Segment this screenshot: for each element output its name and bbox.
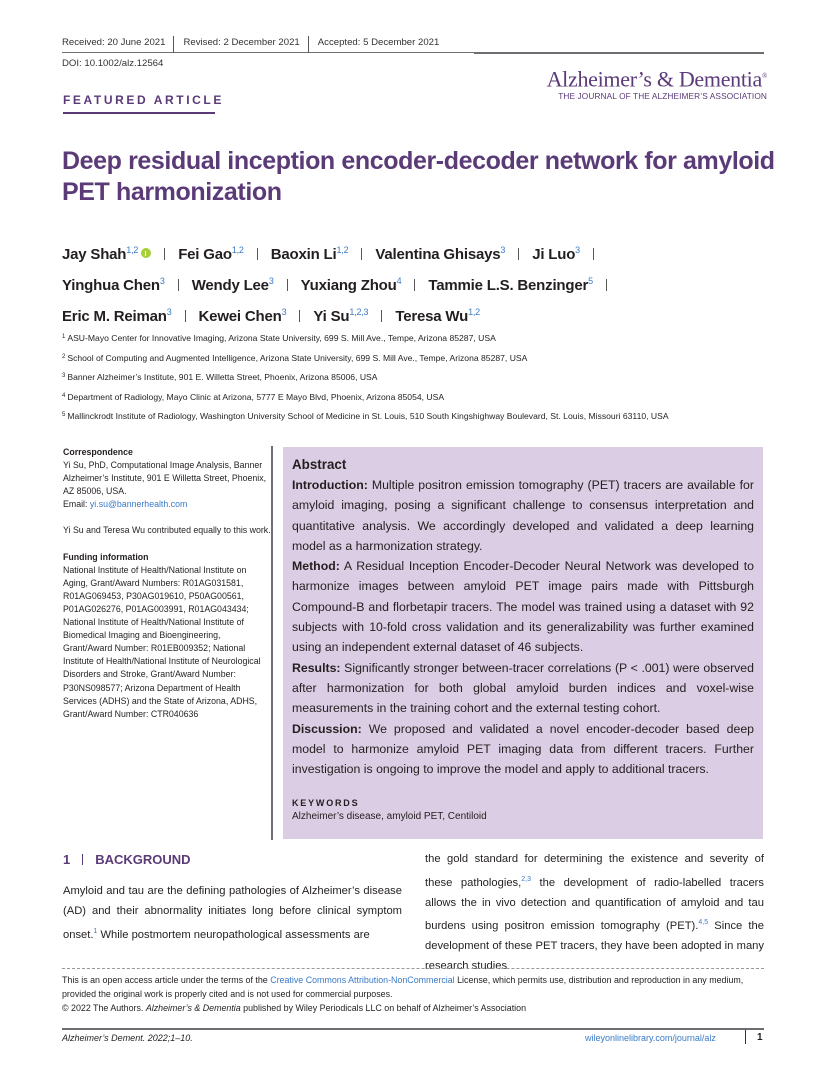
divider [287, 279, 288, 291]
author[interactable]: Yi Su$^{1,2,3}$ [313, 307, 369, 325]
abstract-box [283, 447, 763, 839]
funding-text: National Institute of Health/National Institute on Aging, Grant/Award Numbers: R01AG031581, R01AG069453, P30AG019610, P50AG00561, P01AG026276, P01AG003991, R01AG043434; National Institute of Health/National Institute of Biomedical Imaging and Bioengineering, Grant/Award Number: R01EB009352; National Institute of Health/National Institute of Neurological Disorders and Stroke, Grant/Award Number: P30NS098577; Arizona Department of Health Services (ADHS) and the State of Arizona, ADHS, Grant/Award Number: CTR040636 [63, 564, 261, 719]
dashed-divider [62, 968, 764, 969]
affiliation: $^2$ School of Computing and Augmented Intelligence, Arizona State University, 699 S. Mill Ave., Tempe, Arizona 85287, USA [62, 352, 528, 363]
author[interactable]: Eric M. Reiman$^3$ [62, 307, 172, 325]
section-title: BACKGROUND [95, 852, 191, 867]
article-title: Deep residual inception encoder-decoder network for amyloid PET harmonization [62, 147, 775, 206]
citation-link[interactable]: 1 [93, 927, 98, 935]
journal-url-link[interactable]: wileyonlinelibrary.com/journal/alz [585, 1033, 716, 1043]
author[interactable]: Fei Gao$^{1,2}$ [178, 245, 244, 263]
funding-heading: Funding information [63, 551, 149, 562]
abstract-results: Results: Significantly stronger between-tracer correlations (P < .001) were observed after harmonization for both global amyloid burden indices and voxel-wise measurements in the training cohort and the external testing cohort. [292, 660, 754, 716]
section-heading [63, 852, 191, 867]
affiliations [62, 331, 782, 429]
affiliation: $^5$ Mallinckrodt Institute of Radiology, Washington University School of Medicine in St. Louis, 510 South Kingshighway Boulevard, St. Louis, Missouri 63110, USA [62, 411, 669, 421]
divider [185, 310, 186, 322]
keywords: Alzheimer’s disease, amyloid PET, Centiloid [292, 811, 487, 823]
correspondence [63, 446, 271, 511]
author[interactable]: Yinghua Chen$^3$ [62, 276, 165, 294]
page-number: 1 [757, 1032, 763, 1043]
author[interactable]: Ji Luo$^3$ [532, 245, 580, 263]
keywords-heading: KEYWORDS [292, 798, 360, 809]
divider [381, 310, 382, 322]
correspondence-text: Yi Su, PhD, Computational Image Analysis, Banner Alzheimer’s Institute, 901 E Willetta Street, Phoenix, AZ 85006, USA. [63, 460, 267, 497]
registered-mark: ® [761, 72, 767, 80]
divider [745, 1030, 746, 1044]
body-text-col1: Amyloid and tau are the defining pathologies of Alzheimer’s disease (AD) and their abnormality initiates long before clinical symptom onset.$^1$ While postmortem neuropathological assessments are [63, 885, 402, 941]
divider [82, 854, 83, 865]
funding [63, 551, 271, 721]
sidebar-info [63, 446, 271, 734]
author-list [62, 237, 782, 330]
footer-citation: Alzheimer’s Dement. 2022;1–10. [62, 1033, 193, 1043]
journal-logo [547, 64, 767, 101]
body-text-col2: the gold standard for determining the existence and severity of these pathologies,$^{2,3}$ the development of radio-labelled tracers allows the in vivo detection and quantification of amyloid and tau burdens using positron emission tomography (PET).$^{4,5}$ Since the development of these PET tracers, they have been adopted in many research studies [425, 853, 765, 972]
email-line: Email: yi.su@bannerhealth.com [63, 499, 188, 510]
citation-link[interactable]: 2,3 [521, 875, 531, 883]
affiliation: $^4$ Department of Radiology, Mayo Clinic at Arizona, 5777 E Mayo Blvd, Phoenix, Arizona 85054, USA [62, 391, 445, 402]
author[interactable]: Teresa Wu$^{1,2}$ [395, 307, 480, 325]
orcid-icon[interactable] [141, 248, 151, 258]
license-link[interactable]: Creative Commons Attribution-NonCommercial [270, 975, 455, 985]
journal-name: Alzheimer’s & Dementia [546, 66, 762, 92]
divider [414, 279, 415, 291]
divider [173, 36, 174, 53]
affiliation: $^3$ Banner Alzheimer’s Institute, 901 E. Willetta Street, Phoenix, Arizona 85006, USA [62, 372, 378, 382]
copyright: © 2022 The Authors. Alzheimer’s & Dementia published by Wiley Periodicals LLC on behalf of Alzheimer’s Association [62, 1002, 527, 1013]
author[interactable]: Yuxiang Zhou$^4$ [300, 276, 402, 294]
author[interactable]: Jay Shah$^{1,2}$ [62, 246, 151, 263]
header-rule [474, 52, 764, 54]
divider [257, 248, 258, 260]
received-date: Received: 20 June 2021 [62, 37, 166, 48]
column-divider [271, 446, 273, 840]
section-number: 1 [63, 852, 71, 867]
revised-date: Revised: 2 December 2021 [183, 37, 300, 48]
citation-link[interactable]: 4,5 [698, 919, 709, 927]
divider [299, 310, 300, 322]
abstract-heading: Abstract [292, 457, 347, 472]
divider [593, 248, 594, 260]
divider [606, 279, 607, 291]
email-link[interactable]: yi.su@bannerhealth.com [89, 499, 188, 510]
divider [361, 248, 362, 260]
author[interactable]: Kewei Chen$^3$ [198, 307, 287, 325]
doi[interactable]: DOI: 10.1002/alz.12564 [62, 58, 164, 69]
license-text: This is an open access article under the terms of the Creative Commons Attribution-NonCommercial License, which permits use, distribution and reproduction in any medium, provided the original work is properly cited and is not used for commercial purposes. © 2022 The Authors. Alzheimer’s & Dementia published by Wiley Periodicals LLC on behalf of Alzheimer’s Association [62, 974, 767, 1015]
divider [178, 279, 179, 291]
accepted-date: Accepted: 5 December 2021 [317, 37, 440, 48]
correspondence-heading: Correspondence [63, 447, 133, 457]
author[interactable]: Valentina Ghisays$^3$ [375, 245, 506, 263]
footer-rule [62, 1028, 764, 1030]
article-type-underline [63, 112, 215, 114]
abstract-method: Method: A Residual Inception Encoder-Decoder Neural Network was developed to harmonize images between amyloid PET image pairs made with Pittsburgh Compound-B and florbetapir tracers. The model was trained using a dataset with 92 subjects with 10-fold cross validation and its generalizability was further examined using an independent external dataset of 46 subjects. [292, 559, 754, 655]
affiliation: $^1$ ASU-Mayo Center for Innovative Imaging, Arizona State University, 699 S. Mill Ave., Tempe, Arizona 85287, USA [62, 333, 496, 343]
author[interactable]: Tammie L.S. Benzinger$^5$ [428, 276, 593, 294]
abstract-discussion: Discussion: We proposed and validated a novel encoder-decoder based deep model to harmonize amyloid PET imaging data from different tracers. Further investigation is ongoing to improve the model and apply to additional tracers. [292, 721, 754, 777]
divider [308, 36, 309, 53]
divider [518, 248, 519, 260]
article-type: FEATURED ARTICLE [63, 93, 224, 107]
article-dates [62, 36, 474, 53]
journal-subtitle: THE JOURNAL OF THE ALZHEIMER’S ASSOCIATION [558, 91, 767, 102]
author[interactable]: Wendy Lee$^3$ [191, 276, 274, 294]
author[interactable]: Baoxin Li$^{1,2}$ [270, 245, 349, 263]
divider [164, 248, 165, 260]
equal-contribution-note: Yi Su and Teresa Wu contributed equally to this work. [63, 525, 271, 536]
abstract-introduction: Introduction: Multiple positron emission tomography (PET) tracers are available for amyloid imaging, posing a significant challenge to consensus interpretation and quantitative analysis. We accordingly developed and validated a deep learning model as a harmonization strategy. [292, 478, 754, 553]
